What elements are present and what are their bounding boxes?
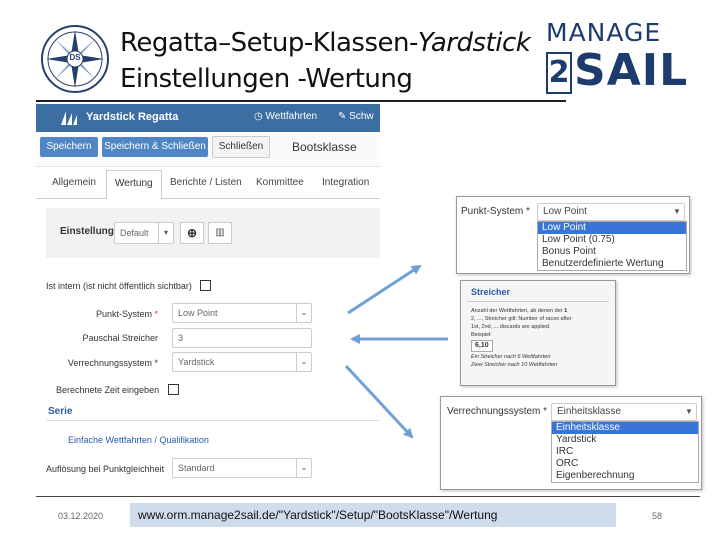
- streicher-line2: 2, ..., Streicher gilt: Number of races after: [471, 316, 572, 322]
- tab-integration[interactable]: Integration: [322, 177, 370, 188]
- streicher-line1b: 1: [564, 308, 568, 314]
- option-eigenberechnung[interactable]: Eigenberechnung: [556, 470, 635, 481]
- popup-punkt-select[interactable]: [537, 203, 685, 221]
- einstellung-label: Einstellung: [60, 226, 114, 237]
- streicher-divider: [467, 301, 609, 302]
- save-close-button[interactable]: Speichern & Schließen: [102, 137, 208, 157]
- streicher-line3: 1st, 2nd, ... discards are applied.: [471, 324, 551, 330]
- berechnete-zeit-label: Berechnete Zeit eingeben: [56, 385, 160, 395]
- aufloesung-value: Standard: [178, 463, 215, 473]
- footer-date: 03.12.2020: [58, 511, 104, 521]
- ist-intern-label: Ist intern (ist nicht öffentlich sichtbar): [46, 281, 192, 291]
- verrechnungssystem-text: Verrechnungssystem: [67, 358, 152, 368]
- punkt-system-text: Punkt-System: [95, 309, 152, 319]
- required-mark: *: [526, 206, 530, 217]
- popup-verrechnung-select[interactable]: [551, 403, 697, 421]
- popup-punkt-label: [461, 206, 530, 217]
- tab-kommittee[interactable]: Kommittee: [256, 177, 304, 188]
- plus-icon: ⊕: [186, 226, 198, 240]
- footer-page-number: 58: [652, 511, 663, 521]
- popup-punkt-label-text: Punkt-System: [461, 206, 524, 217]
- title-italic: Yardstick: [417, 28, 531, 58]
- streicher-example-value: 6,10: [475, 342, 489, 349]
- arrow-to-punkt-system: [348, 266, 420, 313]
- app-brand[interactable]: Yardstick Regatta: [86, 111, 179, 123]
- pauschal-streicher-label: Pauschal Streicher: [82, 333, 158, 343]
- streicher-beispiel: Beispiel:: [471, 332, 492, 338]
- nav-schw-label: Schw: [349, 111, 374, 122]
- streicher-example: [471, 340, 493, 352]
- punkt-system-popup: [456, 196, 690, 274]
- caret-down-icon: ▼: [673, 207, 681, 216]
- option-yardstick[interactable]: Yardstick: [556, 434, 597, 445]
- chevron-down-icon: ⌄: [296, 459, 311, 477]
- option-irc[interactable]: IRC: [556, 446, 574, 457]
- punkt-system-value: Low Point: [178, 308, 218, 318]
- caret-down-icon: ▼: [685, 407, 693, 416]
- footer-url-box: [130, 503, 616, 527]
- clock-icon: ◷: [254, 111, 266, 122]
- popup-verrechnung-label: [447, 406, 547, 417]
- nav-wettfahrten-label: Wettfahrten: [265, 111, 318, 122]
- serie-heading: Serie: [48, 406, 73, 417]
- footer-url: www.orm.manage2sail.de/"Yardstick"/Setup/"BootsKlasse"/Wertung: [138, 508, 498, 522]
- verrechnungssystem-value: Yardstick: [178, 357, 215, 367]
- logo-number: 2: [548, 55, 570, 90]
- save-button[interactable]: Speichern: [40, 137, 98, 157]
- verrechnungssystem-popup: [440, 396, 702, 490]
- option-bonus-point[interactable]: Bonus Point: [542, 246, 596, 257]
- aufloesung-label: Auflösung bei Punktgleichheit: [46, 464, 165, 474]
- popup-verrechnung-label-text: Verrechnungssystem: [447, 406, 541, 417]
- streicher-note2: Zwei Streicher nach 10 Wettfahrten: [471, 362, 558, 368]
- tab-berichte[interactable]: Berichte / Listen: [170, 177, 242, 188]
- tab-wertung[interactable]: Wertung: [106, 170, 162, 199]
- chevron-down-icon: ⌄: [296, 353, 311, 371]
- popup-verrechnung-options: [551, 421, 699, 483]
- option-einheitsklasse[interactable]: Einheitsklasse: [552, 422, 698, 434]
- popup-punkt-options: [537, 221, 687, 271]
- arrow-to-verrechnungssystem: [346, 366, 412, 437]
- option-orc[interactable]: ORC: [556, 458, 579, 469]
- trash-icon: ▥: [215, 227, 225, 238]
- tab-allgemein[interactable]: Allgemein: [52, 177, 96, 188]
- pin-icon: ✎: [338, 111, 350, 122]
- streicher-body: [471, 307, 613, 369]
- streicher-note1: Ein Streicher nach 6 Wettfahrten: [471, 354, 551, 360]
- streicher-line1: Anzahl der Wettfahrten, ab denen der: [471, 308, 563, 314]
- chevron-down-icon: ▾: [158, 223, 173, 243]
- popup-verrechnung-value: Einheitsklasse: [557, 406, 621, 417]
- slide-title-line2: Einstellungen -Wertung: [120, 64, 413, 94]
- streicher-title: Streicher: [471, 287, 511, 297]
- einfache-wettfahrten-link[interactable]: Einfache Wettfahrten / Qualifikation: [68, 435, 209, 445]
- close-button[interactable]: Schließen: [212, 136, 270, 158]
- logo-sail: SAIL: [574, 45, 689, 96]
- einstellung-value: Default: [120, 228, 149, 238]
- page-heading: Bootsklasse: [292, 140, 357, 154]
- required-mark: *: [154, 309, 158, 319]
- required-mark: *: [543, 406, 548, 417]
- title-prefix: Regatta–Setup-Klassen-: [120, 28, 418, 58]
- emblem-text: DS: [69, 53, 81, 62]
- option-benutzerdefiniert[interactable]: Benutzerdefinierte Wertung: [542, 258, 664, 269]
- chevron-down-icon: ⌄: [296, 304, 311, 322]
- streicher-popup: [460, 280, 616, 386]
- pauschal-streicher-value: 3: [178, 333, 184, 343]
- footer-rule: [36, 496, 700, 497]
- option-low-point[interactable]: Low Point: [538, 222, 686, 234]
- option-low-point-075[interactable]: Low Point (0.75): [542, 234, 615, 245]
- popup-punkt-value: Low Point: [543, 206, 587, 217]
- logo-manage: MANAGE: [546, 18, 662, 47]
- required-mark: *: [154, 358, 158, 368]
